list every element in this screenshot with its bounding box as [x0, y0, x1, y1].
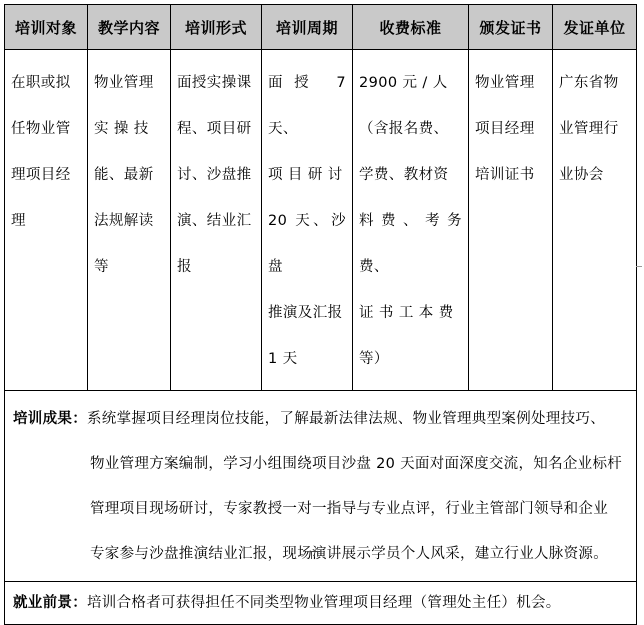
results-line-2: 物业管理方案编制，学习小组围绕项目沙盘 20 天面对面深度交流，知名企业标杆	[90, 456, 623, 472]
results-label: 培训成果：	[13, 411, 87, 427]
training-info-table	[4, 4, 637, 625]
cell-trainees	[5, 50, 88, 391]
header-format: 培训形式	[171, 5, 262, 50]
cell-period-text: 面授 7 天、 项 目 研 讨 20 天、沙盘 推演及汇报 1 天	[268, 75, 346, 367]
margin-mark	[636, 266, 642, 267]
cell-certificate	[469, 50, 553, 391]
cell-format-text: 面授实操课 程、项目研 讨、沙盘推 演、结业汇 报	[177, 75, 252, 275]
header-issuer: 发证单位	[553, 5, 637, 50]
results-text-1: 系统掌握项目经理岗位技能，了解最新法律法规、物业管理典型案例处理技巧、	[87, 411, 605, 427]
training-results	[5, 391, 636, 581]
cell-trainees-text: 在职或拟 任物业管 理项目经 理	[11, 75, 71, 229]
cell-period	[262, 50, 353, 391]
header-row	[5, 5, 637, 50]
header-trainees: 培训对象	[5, 5, 88, 50]
cell-fee	[353, 50, 469, 391]
employment-prospects	[5, 583, 636, 623]
results-row	[5, 391, 637, 582]
cell-issuer	[553, 50, 637, 391]
results-line-1	[13, 397, 626, 442]
jobs-label: 就业前景：	[13, 595, 87, 611]
cell-content	[88, 50, 171, 391]
cell-content-text: 物业管理 实 操 技 能、最新 法规解读 等	[94, 75, 154, 275]
header-fee: 收费标准	[353, 5, 469, 50]
cell-format	[171, 50, 262, 391]
results-line-4: 专家参与沙盘推演结业汇报，现场演讲展示学员个人风采，建立行业人脉资源。	[90, 546, 608, 562]
results-cell	[5, 391, 637, 582]
cell-certificate-text: 物业管理 项目经理 培训证书	[475, 75, 535, 183]
cell-issuer-text: 广东省物 业管理行 业协会	[559, 75, 619, 183]
cell-fee-text: 2900 元 / 人 （含报名费、 学费、教材资 料费、考务费、 证 书 工 本 费 等）	[359, 75, 462, 367]
header-period: 培训周期	[262, 5, 353, 50]
detail-row	[5, 50, 637, 391]
jobs-cell	[5, 582, 637, 625]
results-line-3: 管理项目现场研讨，专家教授一对一指导与专业点评，行业主管部门领导和企业	[90, 501, 608, 517]
jobs-text: 培训合格者可获得担任不同类型物业管理项目经理（管理处主任）机会。	[87, 595, 561, 611]
header-content: 教学内容	[88, 5, 171, 50]
jobs-row	[5, 582, 637, 625]
header-certificate: 颁发证书	[469, 5, 553, 50]
